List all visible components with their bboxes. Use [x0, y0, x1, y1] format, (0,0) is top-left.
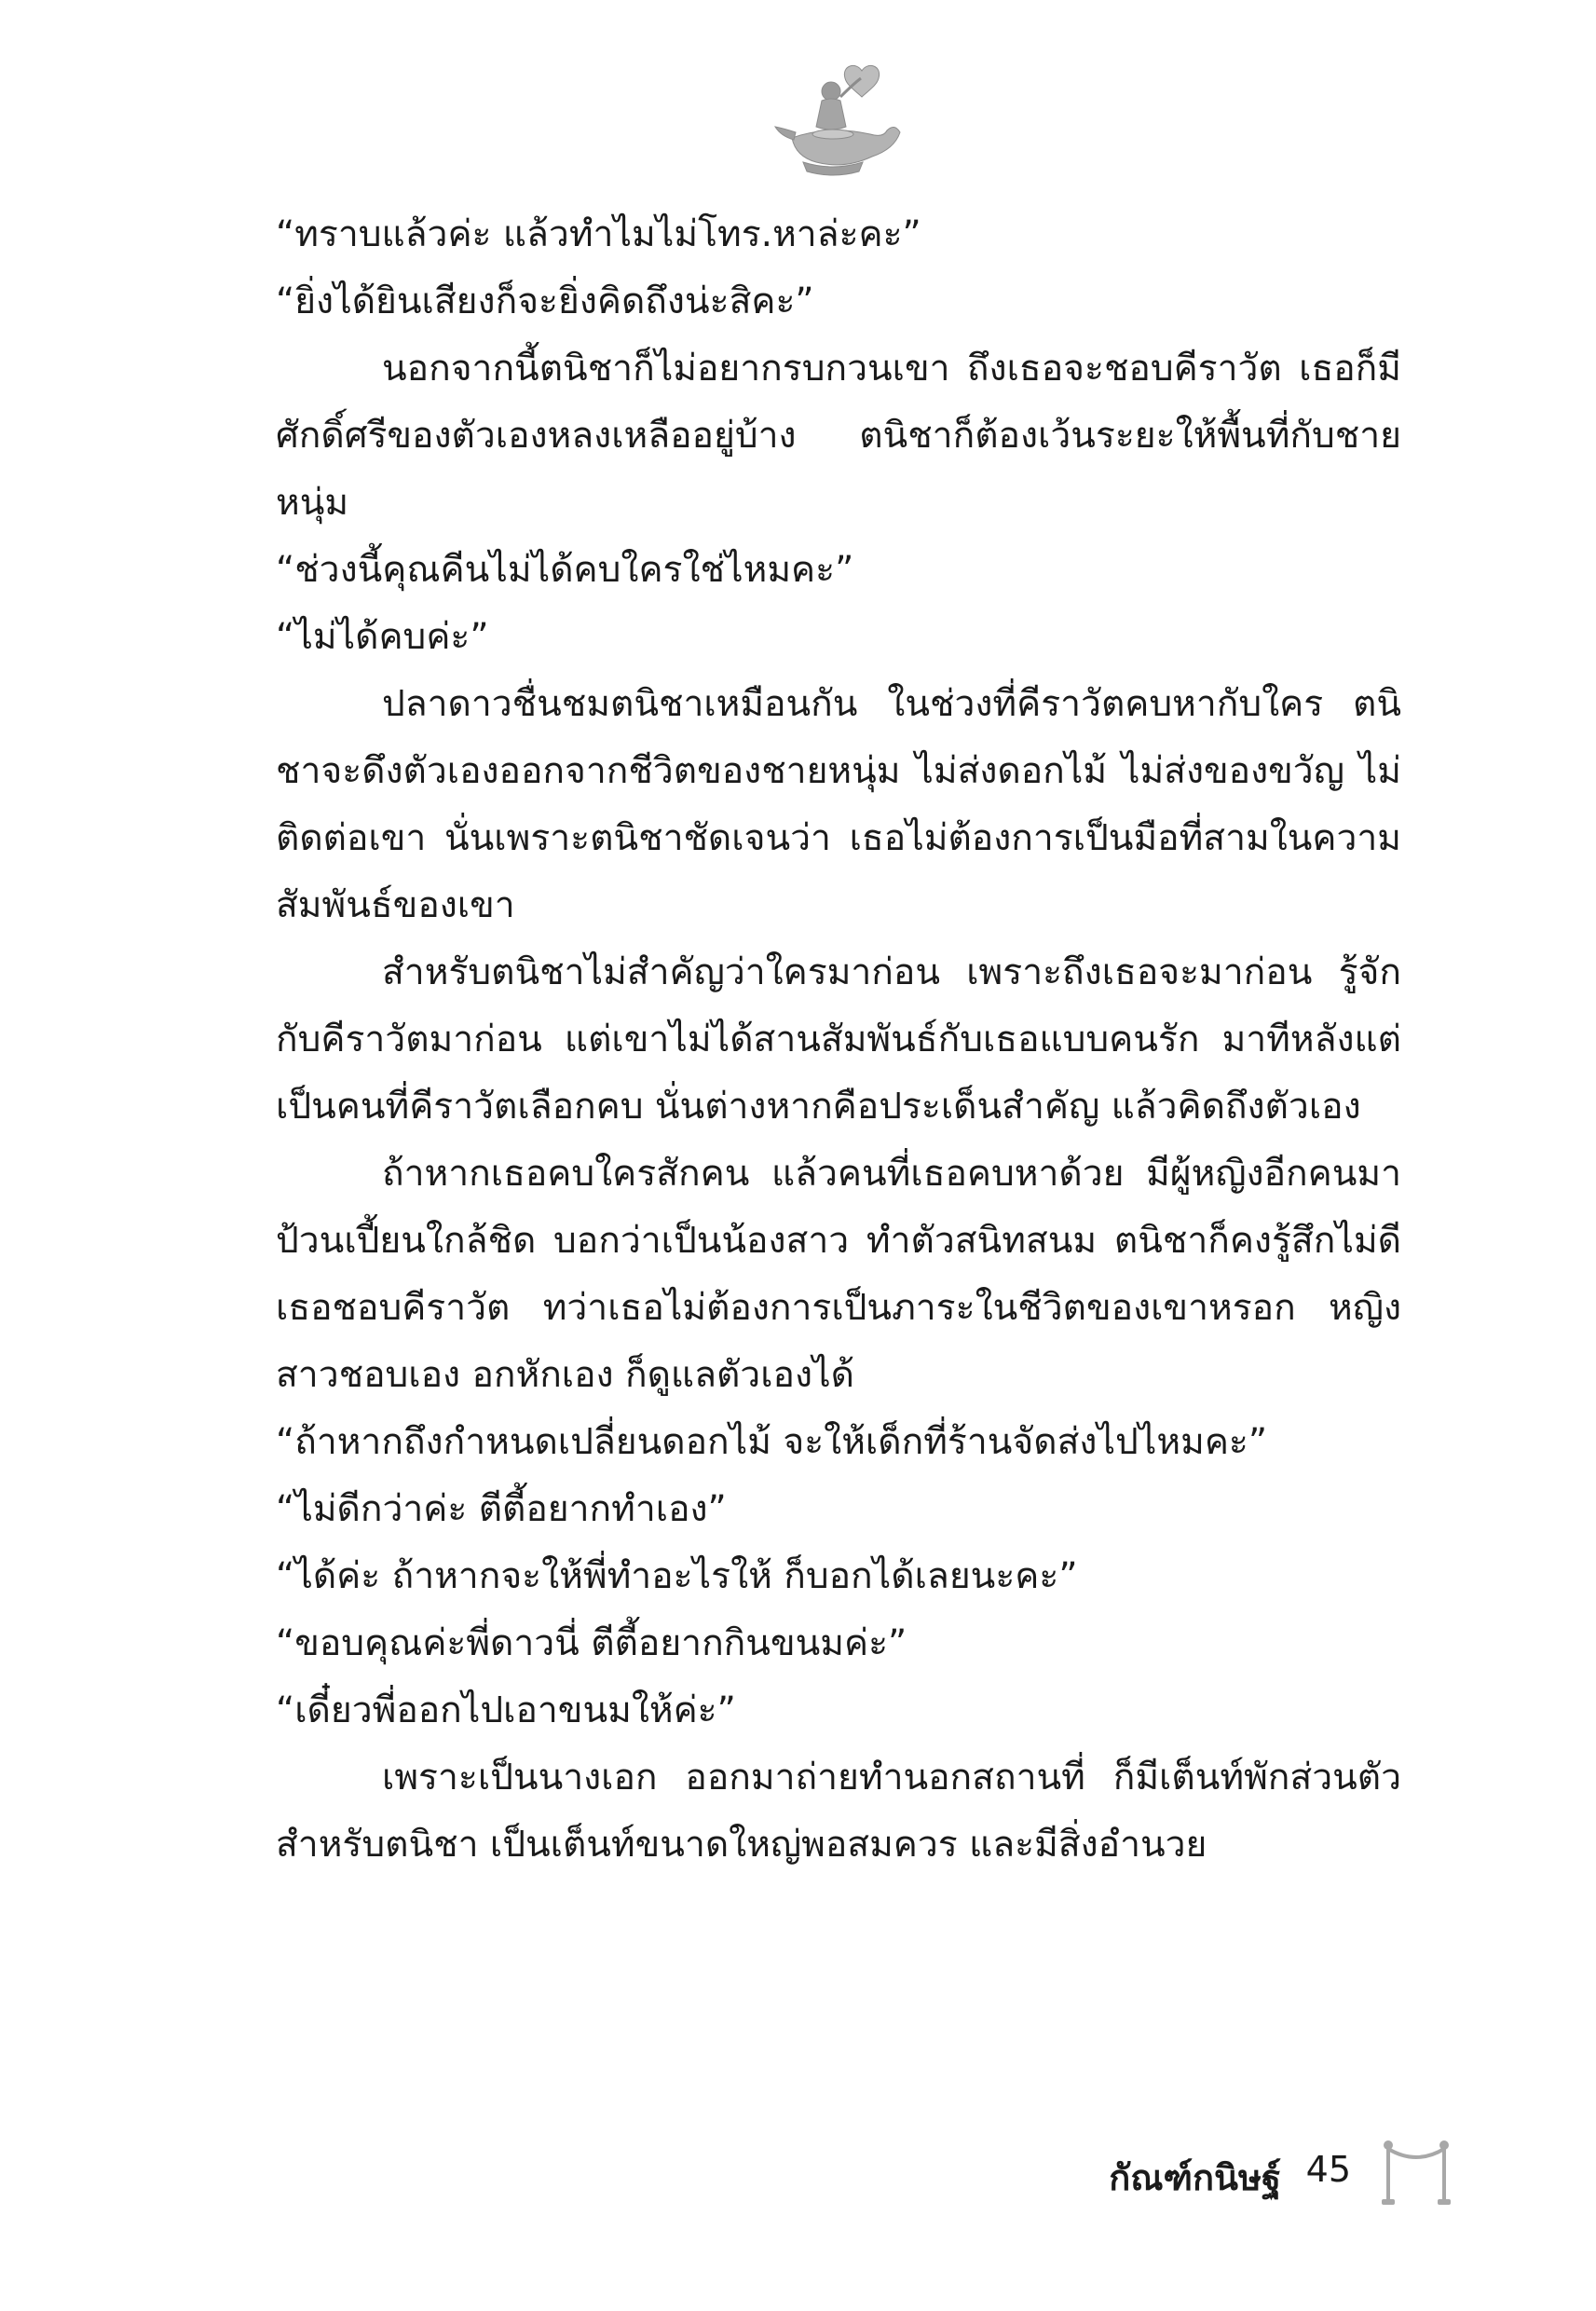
paragraph-14: เพราะเป็นนางเอก ออกมาถ่ายทำนอกสถานที่ ก็มีเต็นท์พักส่วนตัวสำหรับตนิชา เป็นเต็นท์ขนาดใหญ่พอสมควร และมีสิ่งอำนวย: [276, 1757, 1401, 1866]
page-footer: [1044, 2136, 1453, 2210]
paragraph-1: “ทราบแล้วค่ะ แล้วทำไมไม่โทร.หาล่ะคะ”: [276, 213, 921, 255]
paragraph-7: สำหรับตนิชาไม่สำคัญว่าใครมาก่อน เพราะถึงเธอจะมาก่อน รู้จักกับคีราวัตมาก่อน แต่เขาไม่ได้สานสัมพันธ์กับเธอแบบคนรัก มาทีหลังแต่เป็นคนที่คีราวัตเลือกคบ นั่นต่างหากคือประเด็นสำคัญ แล้วคิดถึงตัวเอง: [276, 951, 1401, 1128]
paragraph-10: “ไม่ดีกว่าค่ะ ตีตี้อยากทำเอง”: [276, 1488, 727, 1530]
paragraph-3: นอกจากนี้ตนิชาก็ไม่อยากรบกวนเขา ถึงเธอจะชอบคีราวัต เธอก็มีศักดิ์ศรีของตัวเองหลงเหลืออยู่บ้าง ตนิชาก็ต้องเว้นระยะให้พื้นที่กับชายหนุ่ม: [276, 348, 1401, 524]
page-number: 45: [1305, 2149, 1351, 2190]
paragraph-4: “ช่วงนี้คุณคีนไม่ได้คบใครใช่ไหมคะ”: [276, 549, 854, 591]
paragraph-12: “ขอบคุณค่ะพี่ดาวนี่ ตีตี้อยากกินขนมค่ะ”: [276, 1622, 907, 1664]
paragraph-9: “ถ้าหากถึงกำหนดเปลี่ยนดอกไม้ จะให้เด็กที่ร้านจัดส่งไปไหมคะ”: [276, 1421, 1268, 1463]
book-title: กัณฑ์กนิษฐ์: [1109, 2157, 1281, 2198]
teapot-with-heart-icon: [766, 52, 906, 192]
paragraph-13: “เดี๋ยวพี่ออกไปเอาขนมให้ค่ะ”: [276, 1689, 736, 1731]
paragraph-8: ถ้าหากเธอคบใครสักคน แล้วคนที่เธอคบหาด้วย มีผู้หญิงอีกคนมาป้วนเปี้ยนใกล้ชิด บอกว่าเป็นน้องสาว ทำตัวสนิทสนม ตนิชาก็คงรู้สึกไม่ดี เธอชอบคีราวัต ทว่าเธอไม่ต้องการเป็นภาระในชีวิตของเขาหรอก หญิงสาวชอบเอง อกหักเอง ก็ดูแลตัวเองได้: [276, 1153, 1401, 1396]
paragraph-11: “ได้ค่ะ ถ้าหากจะให้พี่ทำอะไรให้ ก็บอกได้เลยนะคะ”: [276, 1555, 1078, 1597]
paragraph-5: “ไม่ได้คบค่ะ”: [276, 616, 489, 658]
paragraph-6: ปลาดาวชื่นชมตนิชาเหมือนกัน ในช่วงที่คีราวัตคบหากับใคร ตนิชาจะดึงตัวเองออกจากชีวิตของชายหนุ่ม ไม่ส่งดอกไม้ ไม่ส่งของขวัญ ไม่ติดต่อเขา นั่นเพราะตนิชาชัดเจนว่า เธอไม่ต้องการเป็นมือที่สามในความสัมพันธ์ของเขา: [276, 683, 1401, 926]
main-text: [276, 201, 1401, 1879]
paragraph-2: “ยิ่งได้ยินเสียงก็จะยิ่งคิดถึงน่ะสิคะ”: [276, 280, 814, 322]
curtain-icon: [1379, 2136, 1453, 2210]
